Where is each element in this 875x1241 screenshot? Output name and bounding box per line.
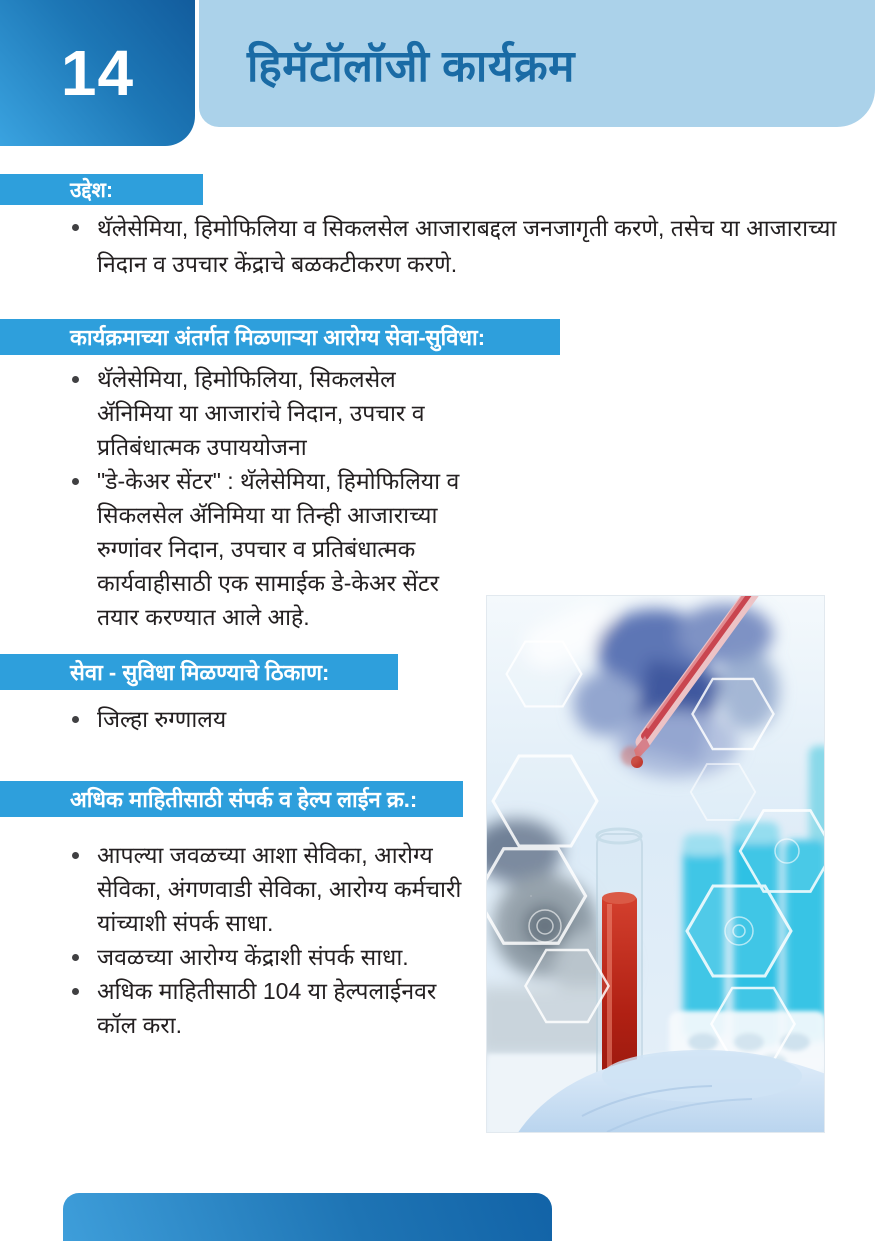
bullet-item <box>63 362 471 464</box>
section-header-location <box>0 654 398 690</box>
bullet-text: जवळच्या आरोग्य केंद्राशी संपर्क साधा. <box>97 944 409 970</box>
footer-bar <box>63 1193 552 1241</box>
bullet-list-location <box>63 702 471 736</box>
lab-photo-illustration <box>487 596 825 1133</box>
section-header-contact-helpline <box>0 781 463 817</box>
bullet-list-services <box>63 362 471 634</box>
page-title-bar <box>199 0 875 127</box>
bullet-item <box>63 464 471 634</box>
bullet-text: "डे-केअर सेंटर" : थॅलेसेमिया, हिमोफिलिया व सिकलसेल ॲनिमिया या तिन्ही आजाराच्या रुग्णांवर निदान, उपचार व प्रतिबंधात्मक कार्यवाहीसाठी एक सामाईक डे-केअर सेंटर तयार करण्यात आले आहे. <box>97 468 460 630</box>
bullet-item <box>63 838 475 940</box>
section-heading: अधिक माहितीसाठी संपर्क व हेल्प लाईन क्र.: <box>70 787 418 812</box>
chapter-number: 14 <box>60 37 135 109</box>
section-header-objective <box>0 174 203 205</box>
bullet-item <box>63 702 471 736</box>
bullet-item <box>63 974 475 1042</box>
bullet-list-objective <box>63 210 838 282</box>
bullet-item <box>63 940 475 974</box>
bullet-item <box>63 210 838 282</box>
page-title: हिमॅटॉलॉजी कार्यक्रम <box>247 41 575 91</box>
lab-photo <box>486 595 825 1133</box>
bullet-text: थॅलेसेमिया, हिमोफिलिया व सिकलसेल आजाराबद्दल जनजागृती करणे, तसेच या आजाराच्या निदान व उपचार केंद्राचे बळकटीकरण करणे. <box>97 215 837 277</box>
bullet-text: जिल्हा रुग्णालय <box>97 706 227 732</box>
bullet-text: अधिक माहितीसाठी 104 या हेल्पलाईनवर कॉल करा. <box>97 978 437 1038</box>
section-header-services <box>0 319 560 355</box>
chapter-number-box <box>0 0 195 146</box>
section-heading: सेवा - सुविधा मिळण्याचे ठिकाण: <box>70 660 330 685</box>
bullet-text: थॅलेसेमिया, हिमोफिलिया, सिकलसेल ॲनिमिया या आजारांचे निदान, उपचार व प्रतिबंधात्मक उपाययोजना <box>97 366 425 460</box>
section-heading: उद्देश: <box>70 178 113 202</box>
bullet-list-contact <box>63 838 475 1042</box>
section-heading: कार्यक्रमाच्या अंतर्गत मिळणाऱ्या आरोग्य सेवा-सुविधा: <box>70 325 486 350</box>
bullet-text: आपल्या जवळच्या आशा सेविका, आरोग्य सेविका, अंगणवाडी सेविका, आरोग्य कर्मचारी यांच्याशी संपर्क साधा. <box>97 842 462 936</box>
